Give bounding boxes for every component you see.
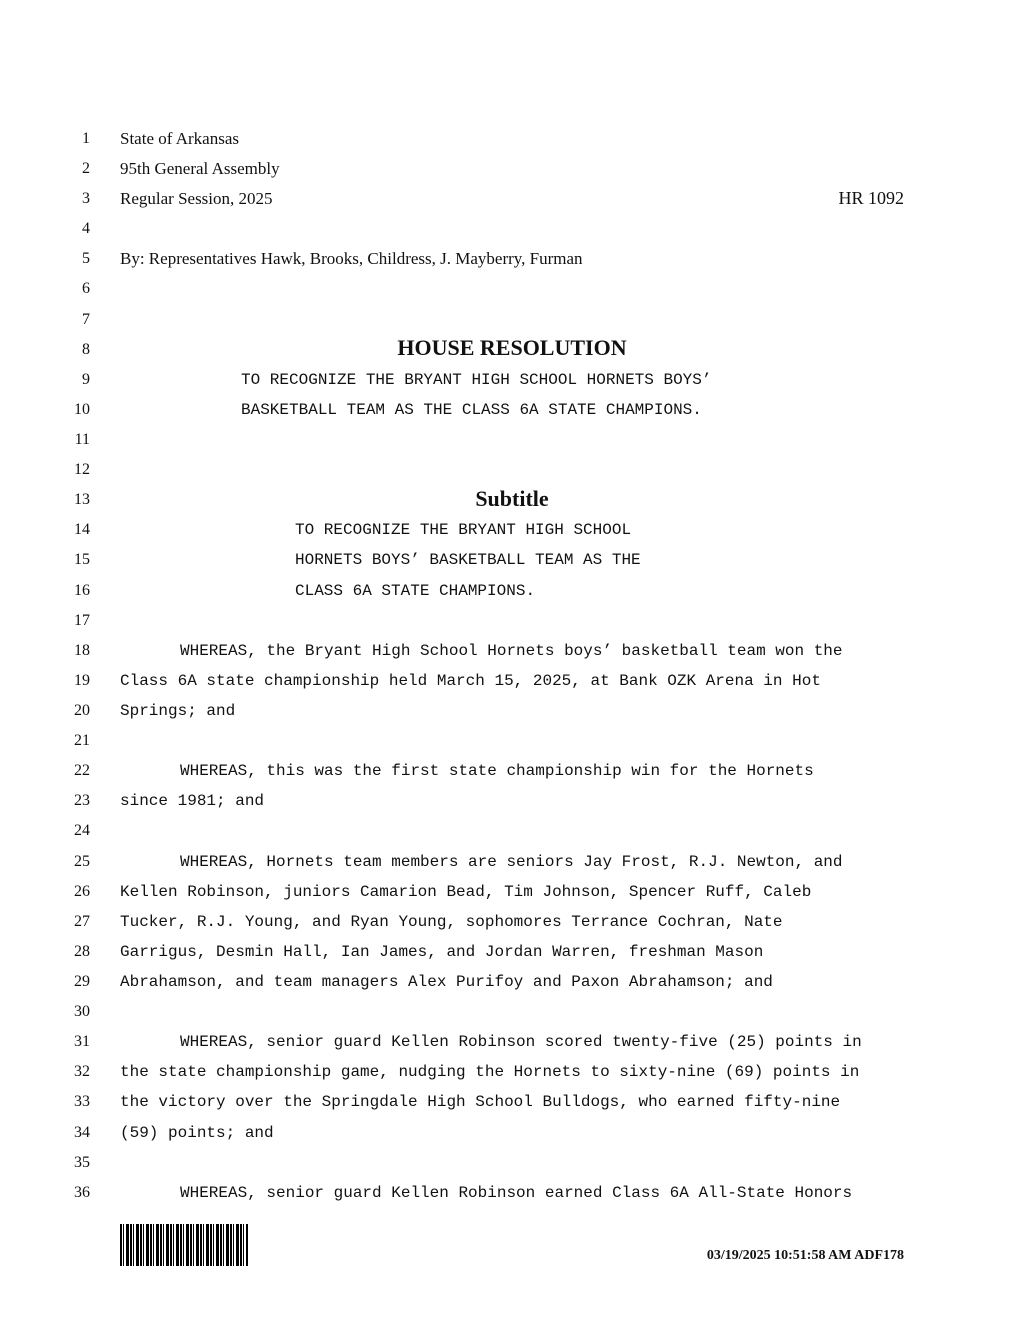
body-line: WHEREAS, Hornets team members are seniors Jay Frost, R.J. Newton, and — [180, 853, 843, 871]
line-number: 16 — [74, 582, 90, 599]
subtitle-line: HORNETS BOYS’ BASKETBALL TEAM AS THE — [295, 551, 641, 569]
body-line: Garrigus, Desmin Hall, Ian James, and Jordan Warren, freshman Mason — [120, 943, 764, 961]
state-name: State of Arkansas — [120, 129, 239, 148]
bill-number: HR 1092 — [838, 188, 904, 208]
subtitle-line: CLASS 6A STATE CHAMPIONS. — [295, 582, 536, 600]
line-number: 19 — [74, 672, 90, 689]
line-number: 28 — [74, 943, 90, 960]
line-number: 1 — [82, 130, 90, 147]
line-number: 24 — [74, 822, 90, 839]
line-number: 32 — [74, 1063, 90, 1080]
general-assembly: 95th General Assembly — [120, 159, 280, 178]
line-number: 6 — [82, 280, 90, 297]
line-number: 12 — [74, 461, 90, 478]
body-line: Abrahamson, and team managers Alex Purifoy and Paxon Abrahamson; and — [120, 973, 773, 991]
body-line: the victory over the Springdale High School Bulldogs, who earned fifty-nine — [120, 1093, 841, 1111]
body-line: WHEREAS, the Bryant High School Hornets boys’ basketball team won the — [180, 642, 843, 660]
line-number: 22 — [74, 762, 90, 779]
body-line: Class 6A state championship held March 15, 2025, at Bank OZK Arena in Hot — [120, 672, 821, 690]
line-number: 25 — [74, 853, 90, 870]
body-line: WHEREAS, senior guard Kellen Robinson earned Class 6A All-State Honors — [180, 1184, 853, 1202]
line-number: 15 — [74, 551, 90, 568]
line-number: 21 — [74, 732, 90, 749]
footer-timestamp: 03/19/2025 10:51:58 AM ADF178 — [706, 1248, 904, 1263]
line-number: 29 — [74, 973, 90, 990]
sponsors: By: Representatives Hawk, Brooks, Childress, J. Mayberry, Furman — [120, 249, 583, 268]
line-number: 4 — [82, 220, 90, 237]
body-line: WHEREAS, this was the first state championship win for the Hornets — [180, 762, 814, 780]
line-number: 34 — [74, 1124, 90, 1141]
body-line: since 1981; and — [120, 792, 265, 810]
body-line: the state championship game, nudging the Hornets to sixty-nine (69) points in — [120, 1063, 860, 1081]
line-number: 2 — [82, 160, 90, 177]
line-number: 17 — [74, 612, 90, 629]
line-number: 33 — [74, 1093, 90, 1110]
line-number: 27 — [74, 913, 90, 930]
barcode — [120, 1224, 248, 1266]
line-number: 20 — [74, 702, 90, 719]
line-number: 26 — [74, 883, 90, 900]
line-number: 13 — [74, 491, 90, 508]
resolution-title-line: BASKETBALL TEAM AS THE CLASS 6A STATE CHAMPIONS. — [241, 401, 702, 419]
line-number: 30 — [74, 1003, 90, 1020]
body-line: Kellen Robinson, juniors Camarion Bead, Tim Johnson, Spencer Ruff, Caleb — [120, 883, 812, 901]
resolution-title-line: TO RECOGNIZE THE BRYANT HIGH SCHOOL HORNETS BOYS’ — [241, 371, 712, 389]
line-number: 31 — [74, 1033, 90, 1050]
body-line: (59) points; and — [120, 1124, 274, 1142]
line-number: 11 — [74, 431, 90, 448]
body-line: Tucker, R.J. Young, and Ryan Young, sophomores Terrance Cochran, Nate — [120, 913, 783, 931]
line-number: 7 — [82, 311, 90, 328]
line-number: 23 — [74, 792, 90, 809]
subtitle-heading: Subtitle — [475, 486, 549, 511]
line-number: 14 — [74, 521, 90, 538]
line-number: 9 — [82, 371, 90, 388]
subtitle-line: TO RECOGNIZE THE BRYANT HIGH SCHOOL — [295, 521, 632, 539]
line-number: 10 — [74, 401, 90, 418]
session: Regular Session, 2025 — [120, 189, 273, 208]
body-line: WHEREAS, senior guard Kellen Robinson scored twenty-five (25) points in — [180, 1033, 862, 1051]
line-number: 18 — [74, 642, 90, 659]
line-number: 35 — [74, 1154, 90, 1171]
resolution-heading: HOUSE RESOLUTION — [397, 335, 627, 360]
line-number: 3 — [82, 190, 90, 207]
line-number: 36 — [74, 1184, 90, 1201]
line-number: 5 — [82, 250, 90, 267]
body-line: Springs; and — [120, 702, 236, 720]
line-number: 8 — [82, 341, 90, 358]
